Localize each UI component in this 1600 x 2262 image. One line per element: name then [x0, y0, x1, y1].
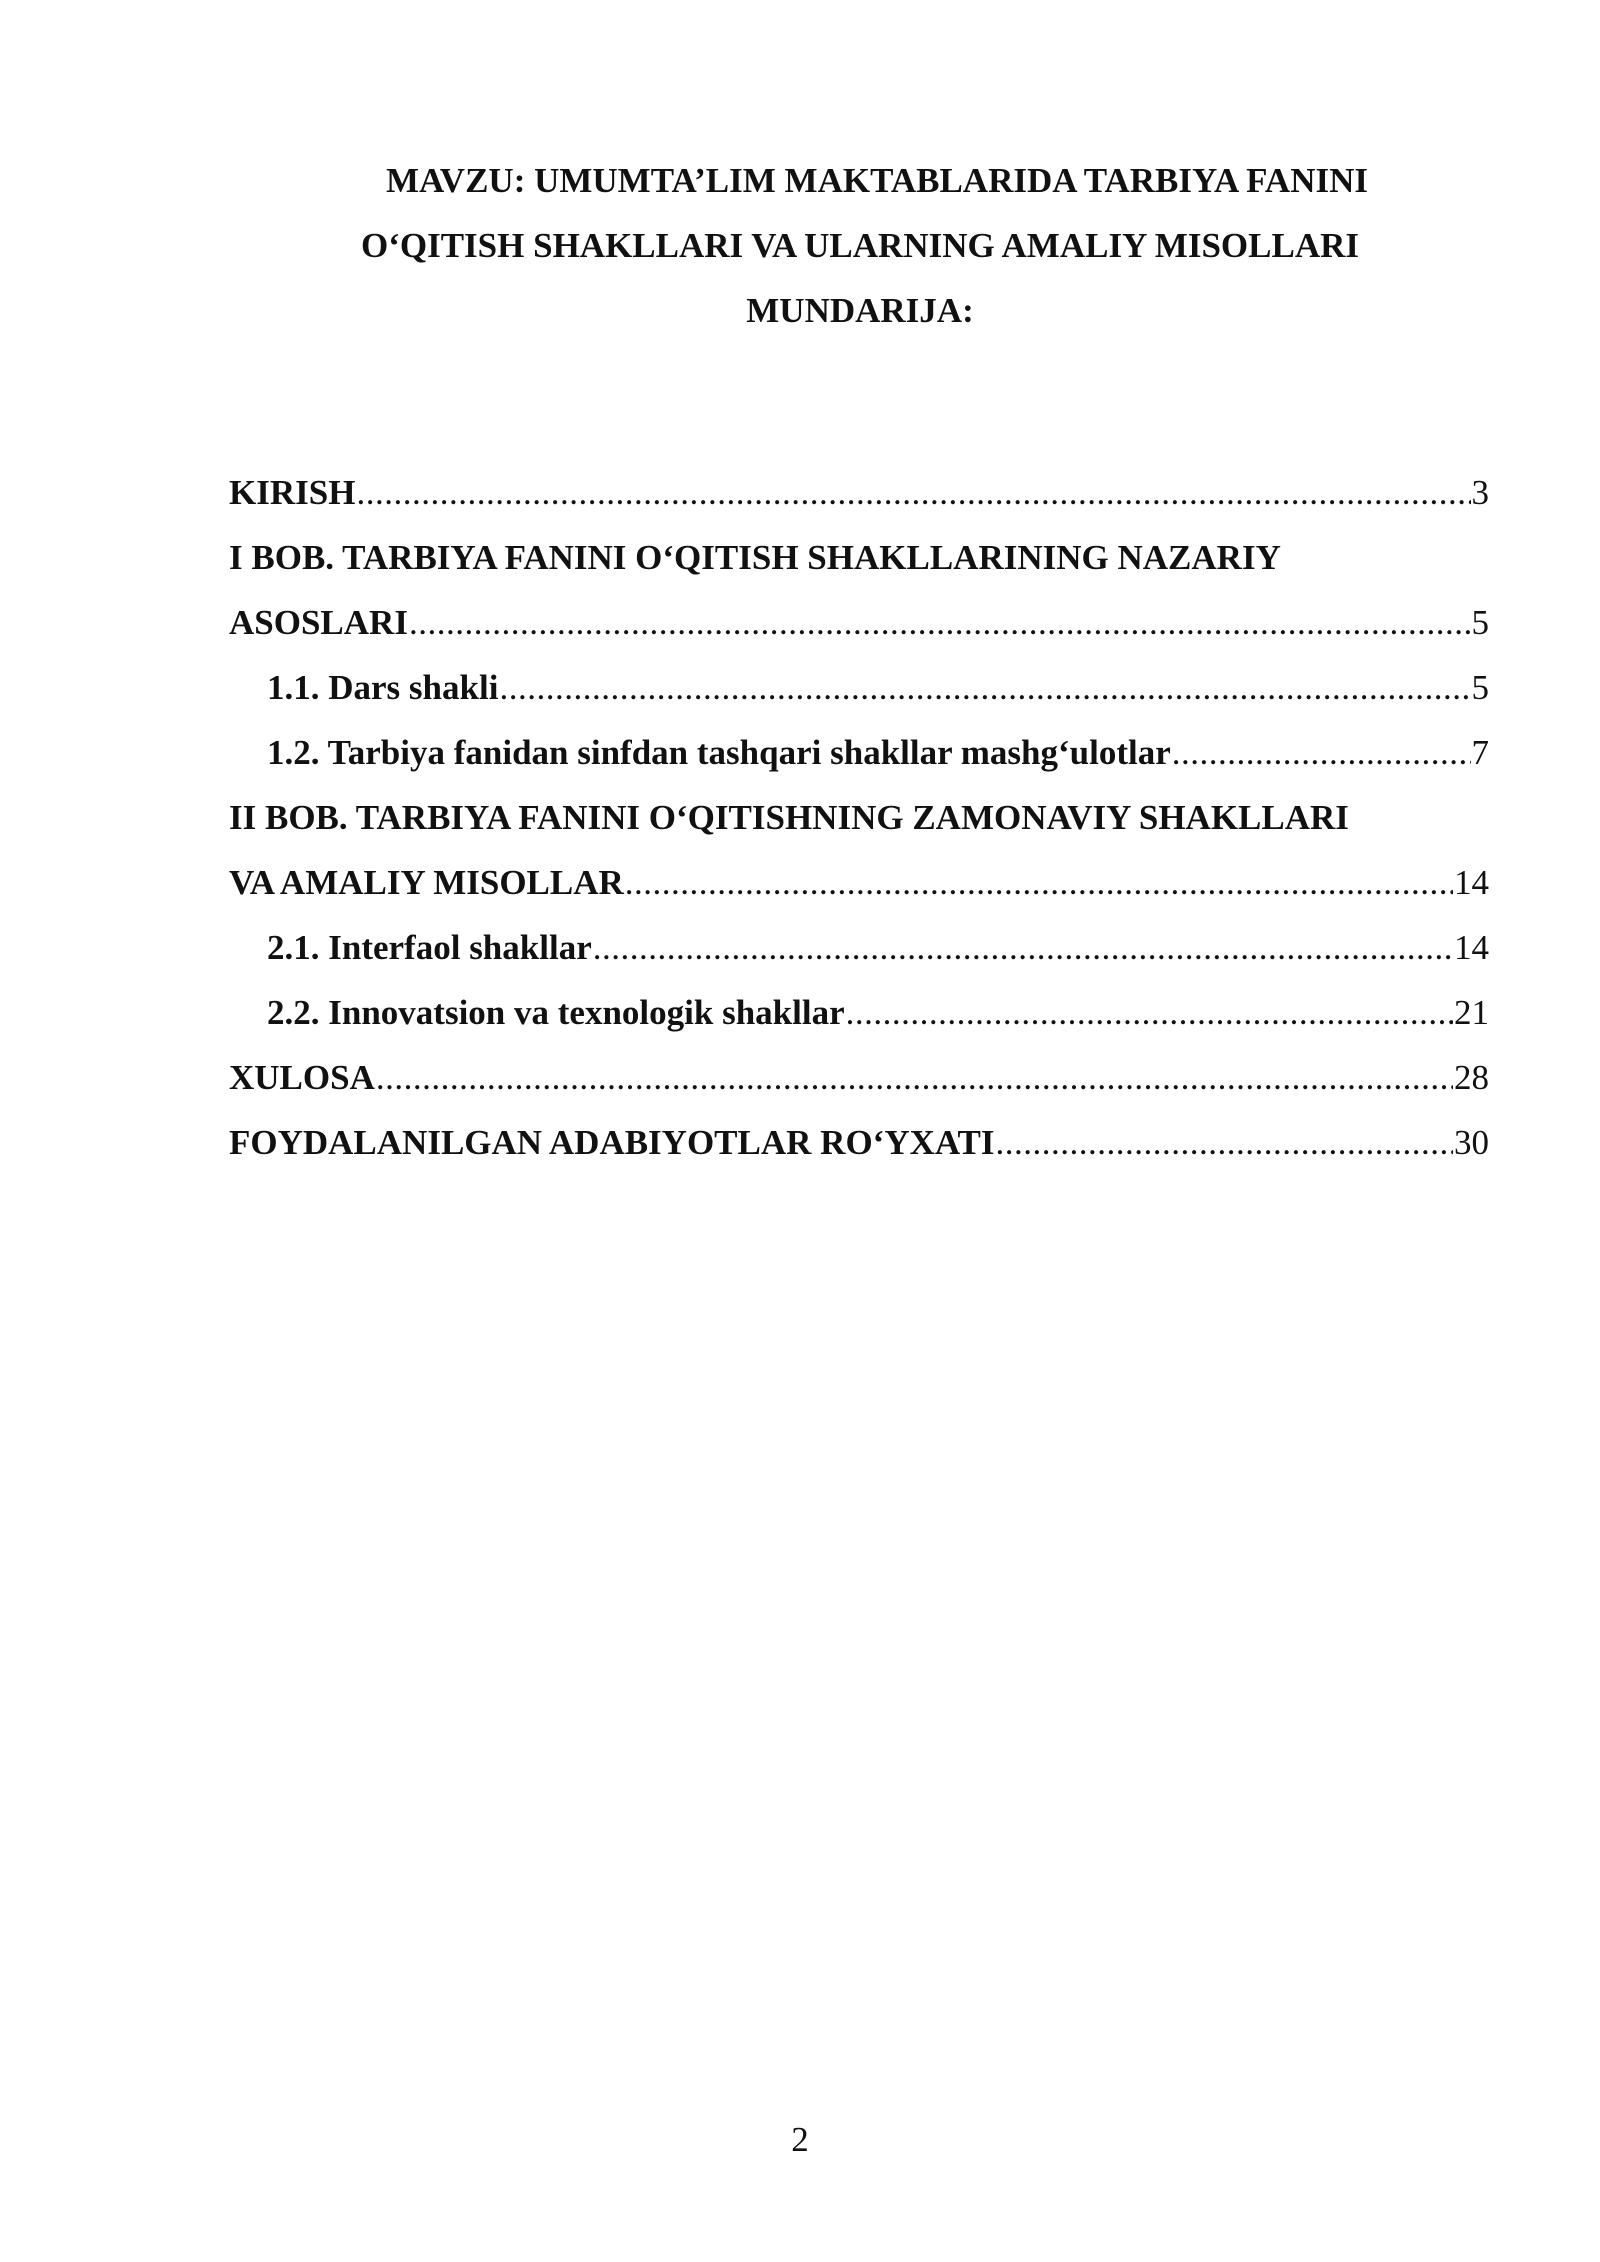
contents-heading: MUNDARIJA: [746, 291, 974, 330]
toc-label: II BOB. TARBIYA FANINI O‘QITISHNING ZAMONAVIY SHAKLLARI [229, 798, 1349, 837]
page-number: 2 [791, 2120, 809, 2159]
toc-page-number: 30 [1454, 1123, 1489, 1162]
title-line-1: MAVZU: UMUMTA’LIM MAKTABLARIDA TARBIYA FANINI [386, 161, 1368, 200]
toc-page-number: 3 [1471, 473, 1489, 512]
toc-page-number: 21 [1454, 993, 1489, 1032]
toc-leader-dots [996, 1110, 1453, 1175]
table-of-contents [229, 460, 1489, 1175]
toc-label: 1.2. Tarbiya fanidan sinfdan tashqari shakllar mashg‘ulotlar [267, 733, 1171, 772]
toc-label: 1.1. Dars shakli [267, 668, 499, 707]
toc-entry-bob2-line1[interactable] [229, 785, 1489, 850]
title-block [300, 148, 1420, 343]
toc-entry-xulosa[interactable] [229, 1045, 1489, 1110]
toc-page-number: 14 [1454, 928, 1489, 967]
toc-label: KIRISH [229, 473, 356, 512]
toc-leader-dots [846, 980, 1453, 1045]
toc-entry-2-1[interactable] [229, 915, 1489, 980]
toc-page-number: 14 [1454, 863, 1489, 902]
toc-entry-1-2[interactable] [229, 720, 1489, 785]
toc-leader-dots [625, 850, 1453, 915]
toc-leader-dots [593, 915, 1453, 980]
toc-page-number: 5 [1471, 668, 1489, 707]
toc-leader-dots [499, 655, 1470, 720]
toc-page-number: 5 [1471, 603, 1489, 642]
toc-leader-dots [356, 460, 1470, 525]
toc-entry-bob1-line2[interactable] [229, 590, 1489, 655]
toc-entry-bob2-line2[interactable] [229, 850, 1489, 915]
toc-page-number: 7 [1471, 733, 1489, 772]
toc-entry-2-2[interactable] [229, 980, 1489, 1045]
toc-label: FOYDALANILGAN ADABIYOTLAR RO‘YXATI [229, 1123, 995, 1162]
title-line-2: O‘QITISH SHAKLLARI VA ULARNING AMALIY MISOLLARI [360, 226, 1360, 265]
toc-label: 2.2. Innovatsion va texnologik shakllar [267, 993, 845, 1032]
toc-label: I BOB. TARBIYA FANINI O‘QITISH SHAKLLARINING NAZARIY [229, 538, 1281, 577]
toc-leader-dots [409, 590, 1471, 655]
toc-entry-kirish[interactable] [229, 460, 1489, 525]
toc-leader-dots [376, 1045, 1453, 1110]
toc-entry-1-1[interactable] [229, 655, 1489, 720]
toc-label: VA AMALIY MISOLLAR [229, 863, 624, 902]
toc-label: ASOSLARI [229, 603, 408, 642]
toc-leader-dots [1172, 720, 1471, 785]
toc-entry-bob1-line1[interactable] [229, 525, 1489, 590]
toc-label: 2.1. Interfaol shakllar [267, 928, 592, 967]
toc-page-number: 28 [1454, 1058, 1489, 1097]
toc-label: XULOSA [229, 1058, 375, 1097]
toc-entry-adabiyotlar[interactable] [229, 1110, 1489, 1175]
